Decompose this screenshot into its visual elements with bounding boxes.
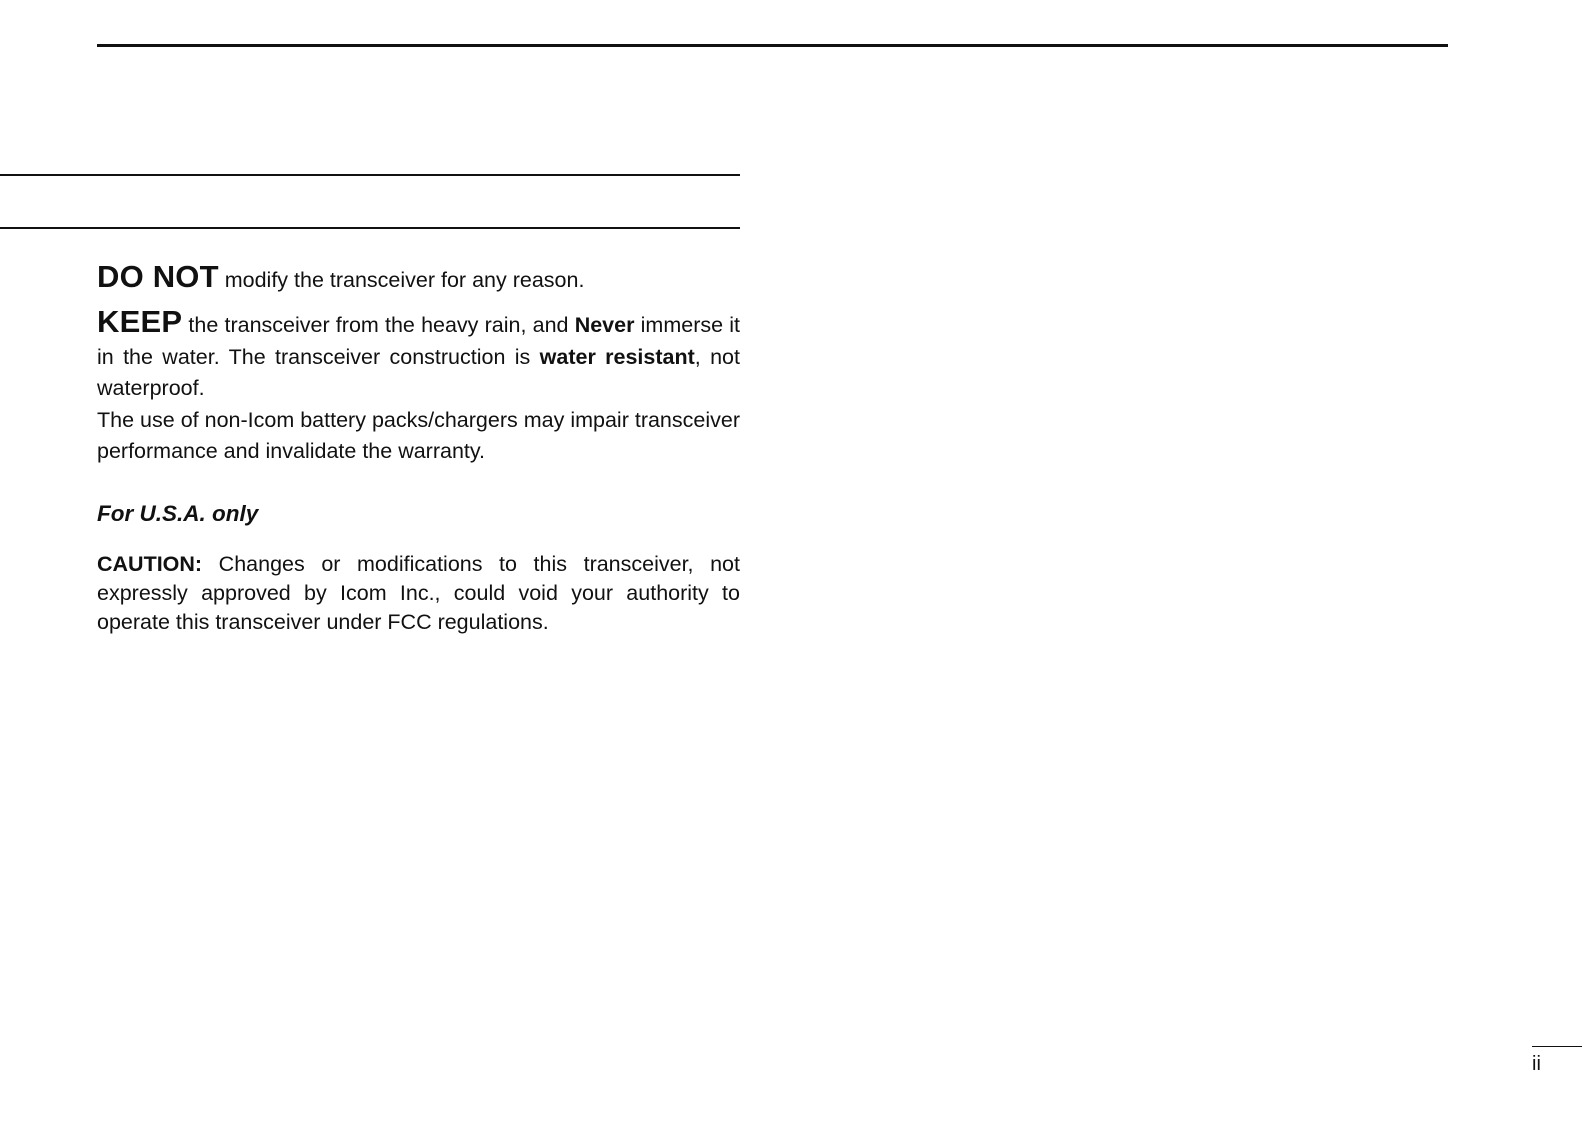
do-not-lead: DO NOT (97, 259, 219, 294)
do-not-paragraph (97, 258, 740, 299)
keep-lead: KEEP (97, 304, 183, 339)
usa-only-heading: For U.S.A. only (97, 500, 259, 526)
keep-text-1: the transceiver from the heavy rain, and (182, 313, 575, 337)
section-rule-lower (0, 227, 740, 229)
do-not-text: modify the transceiver for any reason. (218, 268, 585, 292)
keep-text-3: , not waterproof. (97, 344, 740, 400)
precautions-content (97, 258, 740, 659)
top-rule (97, 44, 1448, 47)
caution-label: CAUTION: (97, 552, 203, 576)
fcc-caution-paragraph (97, 550, 740, 637)
keep-paragraph (97, 305, 740, 405)
caution-text: Changes or modifications to this transceiver, not expressly approved by Icom Inc., could void your authority to operate this transceiver under FCC regulations. (97, 552, 740, 634)
keep-text-2: immerse it in the water. The transceiver construction is (97, 313, 740, 369)
section-rule-upper (0, 174, 740, 176)
page-number-rule (1532, 1046, 1582, 1047)
page-number: ii (1532, 1053, 1541, 1075)
battery-notice-paragraph: The use of non-Icom battery packs/chargers may impair transceiver performance and invalidate the warranty. (97, 407, 740, 463)
never-emphasis: Never (574, 313, 635, 337)
water-resistant-emphasis: water resistant (539, 344, 695, 369)
